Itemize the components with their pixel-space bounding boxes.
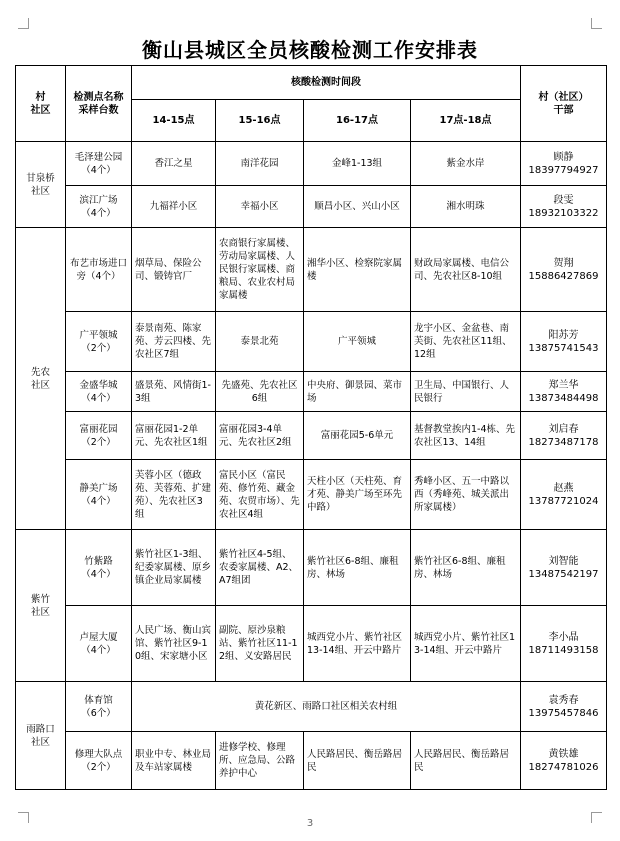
- slot-cell-4: 秀峰小区、五一中路以西（秀峰苑、城关派出所家属楼）: [411, 460, 521, 530]
- slot-cell-3: 广平领城: [304, 312, 411, 372]
- cadre-cell: [521, 530, 607, 606]
- header-cadre: 村（社区） 干部: [521, 66, 607, 142]
- cadre-name: 贺翔: [553, 257, 574, 269]
- cadre-phone: 18274781026: [528, 761, 599, 773]
- table-row: [16, 732, 607, 790]
- cadre-name: 郑兰华: [548, 379, 579, 391]
- site-cell: 修理大队点 （2个）: [66, 732, 132, 790]
- cadre-cell: [521, 732, 607, 790]
- site-cell: 体育馆 （6个）: [66, 682, 132, 732]
- cadre-phone: 13875741543: [528, 342, 599, 354]
- slot-cell-3: 富丽花园5-6单元: [304, 412, 411, 460]
- site-cell: 静美广场 （4个）: [66, 460, 132, 530]
- village-cell: 先农 社区: [16, 228, 66, 530]
- cadre-cell: [521, 186, 607, 228]
- slot-cell-1: 九福祥小区: [132, 186, 216, 228]
- site-cell: 竹紫路 （4个）: [66, 530, 132, 606]
- table-row: [16, 228, 607, 312]
- crop-mark-top-left: [18, 18, 29, 29]
- cadre-phone: 18273487178: [528, 436, 599, 448]
- cadre-cell: [521, 142, 607, 186]
- slot-cell-1: 紫竹社区1-3组、纪委家属楼、原乡镇企业局家属楼: [132, 530, 216, 606]
- village-cell: 甘泉桥 社区: [16, 142, 66, 228]
- slot-cell-2: 富民小区（富民苑、修竹苑、藏金苑、农贸市场）、先农社区4组: [216, 460, 304, 530]
- cadre-cell: [521, 228, 607, 312]
- slot-cell-1: 人民广场、衡山宾馆、紫竹社区9-10组、宋家塘小区: [132, 606, 216, 682]
- header-slot-1: 14-15点: [132, 100, 216, 142]
- slot-cell-2: 泰景北苑: [216, 312, 304, 372]
- slot-cell-4: 卫生局、中国银行、人民银行: [411, 372, 521, 412]
- slot-cell-2: 富丽花园3-4单元、先农社区2组: [216, 412, 304, 460]
- crop-mark-top-right: [591, 18, 602, 29]
- schedule-table: [15, 65, 607, 790]
- cadre-phone: 15886427869: [528, 270, 599, 282]
- slot-cell-2: 先盛苑、先农社区6组: [216, 372, 304, 412]
- slot-cell-4: 城西党小片、紫竹社区13-14组、开云中路片: [411, 606, 521, 682]
- site-cell: 滨江广场 （4个）: [66, 186, 132, 228]
- slot-cell-1: 职业中专、林业局及车站家属楼: [132, 732, 216, 790]
- cadre-name: 袁秀春: [548, 694, 579, 706]
- slot-cell-1: 盛景苑、风情街1-3组: [132, 372, 216, 412]
- slot-cell-4: 湘水明珠: [411, 186, 521, 228]
- header-site: 检测点名称 采样台数: [66, 66, 132, 142]
- cadre-name: 赵燕: [553, 482, 574, 494]
- slot-cell-1: 烟草局、保险公司、锻铸官厂: [132, 228, 216, 312]
- slot-cell-2: 副院、原沙泉粮站、紫竹社区11-12组、义安路居民: [216, 606, 304, 682]
- slot-cell-1: 富丽花园1-2单元、先农社区1组: [132, 412, 216, 460]
- cadre-name: 阳苏芳: [548, 329, 579, 341]
- slot-cell-2: 幸福小区: [216, 186, 304, 228]
- header-slot-2: 15-16点: [216, 100, 304, 142]
- cadre-cell: [521, 412, 607, 460]
- cadre-cell: [521, 606, 607, 682]
- slot-cell-1: 泰景南苑、陈家苑、芳云四楼、先农社区7组: [132, 312, 216, 372]
- table-row: [16, 186, 607, 228]
- cadre-name: 李小晶: [548, 631, 579, 643]
- table-row: [16, 682, 607, 732]
- cadre-cell: [521, 372, 607, 412]
- slot-cell-3: 城西党小片、紫竹社区13-14组、开云中路片: [304, 606, 411, 682]
- slot-cell-3: 顺昌小区、兴山小区: [304, 186, 411, 228]
- cadre-cell: [521, 312, 607, 372]
- cadre-phone: 13975457846: [528, 707, 599, 719]
- site-cell: 布艺市场进口旁（4个）: [66, 228, 132, 312]
- slot-cell-4: 人民路居民、衡岳路居民: [411, 732, 521, 790]
- cadre-name: 刘智能: [548, 555, 579, 567]
- site-cell: 富丽花园 （2个）: [66, 412, 132, 460]
- slot-cell-4: 龙宇小区、金盆巷、南芙街、先农社区11组、12组: [411, 312, 521, 372]
- cadre-name: 刘启春: [548, 423, 579, 435]
- cadre-phone: 13487542197: [528, 568, 599, 580]
- site-cell: 金盛华城 （4个）: [66, 372, 132, 412]
- village-cell: 紫竹 社区: [16, 530, 66, 682]
- cadre-name: 顾静: [553, 151, 574, 163]
- document-title: 衡山县城区全员核酸检测工作安排表: [142, 38, 478, 62]
- table-row: [16, 372, 607, 412]
- slot-cell-2: 紫竹社区4-5组、农委家属楼、A2、A7组团: [216, 530, 304, 606]
- slot-cell-3: 中央府、御景园、菜市场: [304, 372, 411, 412]
- slot-cell-4: 基督教堂挨内1-4栋、先农社区13、14组: [411, 412, 521, 460]
- cadre-phone: 13787721024: [528, 495, 599, 507]
- slot-cell-3: 人民路居民、衡岳路居民: [304, 732, 411, 790]
- header-slot-4: 17点-18点: [411, 100, 521, 142]
- slot-cell-1: 芙蓉小区（德政苑、芙蓉苑、扩建苑）、先农社区3组: [132, 460, 216, 530]
- cadre-name: 黄铁雄: [548, 748, 579, 760]
- slot-cell-3: 金峰1-13组: [304, 142, 411, 186]
- header-time-group: 核酸检测时间段: [132, 66, 521, 100]
- merged-slot-cell: 黄花新区、雨路口社区相关农村组: [132, 682, 521, 732]
- table-row: [16, 142, 607, 186]
- slot-cell-2: 进修学校、修理所、应急局、公路养护中心: [216, 732, 304, 790]
- cadre-phone: 18932103322: [528, 207, 599, 219]
- site-cell: 卢屋大厦 （4个）: [66, 606, 132, 682]
- table-row: [16, 530, 607, 606]
- site-cell: 广平领城 （2个）: [66, 312, 132, 372]
- slot-cell-2: 南洋花园: [216, 142, 304, 186]
- slot-cell-3: 湘华小区、检察院家属楼: [304, 228, 411, 312]
- cadre-cell: [521, 682, 607, 732]
- table-row: [16, 412, 607, 460]
- slot-cell-3: 天柱小区（天柱苑、育才苑、静美广场至环先中路）: [304, 460, 411, 530]
- slot-cell-1: 香江之星: [132, 142, 216, 186]
- village-cell: 雨路口 社区: [16, 682, 66, 790]
- slot-cell-4: 紫竹社区6-8组、廉租房、林场: [411, 530, 521, 606]
- slot-cell-3: 紫竹社区6-8组、廉租房、林场: [304, 530, 411, 606]
- site-cell: 毛泽建公园 （4个）: [66, 142, 132, 186]
- table-row: [16, 460, 607, 530]
- cadre-name: 段雯: [553, 194, 574, 206]
- header-village: 村 社区: [16, 66, 66, 142]
- cadre-phone: 18397794927: [528, 164, 599, 176]
- slot-cell-2: 农商银行家属楼、劳动局家属楼、人民银行家属楼、商粮局、农业农村局家属楼: [216, 228, 304, 312]
- slot-cell-4: 紫金水岸: [411, 142, 521, 186]
- slot-cell-4: 财政局家属楼、电信公司、先农社区8-10组: [411, 228, 521, 312]
- header-slot-3: 16-17点: [304, 100, 411, 142]
- cadre-phone: 18711493158: [528, 644, 599, 656]
- cadre-cell: [521, 460, 607, 530]
- page-number: 3: [306, 818, 314, 829]
- table-row: [16, 606, 607, 682]
- schedule-body: [16, 142, 607, 790]
- table-row: [16, 312, 607, 372]
- cadre-phone: 13873484498: [528, 392, 599, 404]
